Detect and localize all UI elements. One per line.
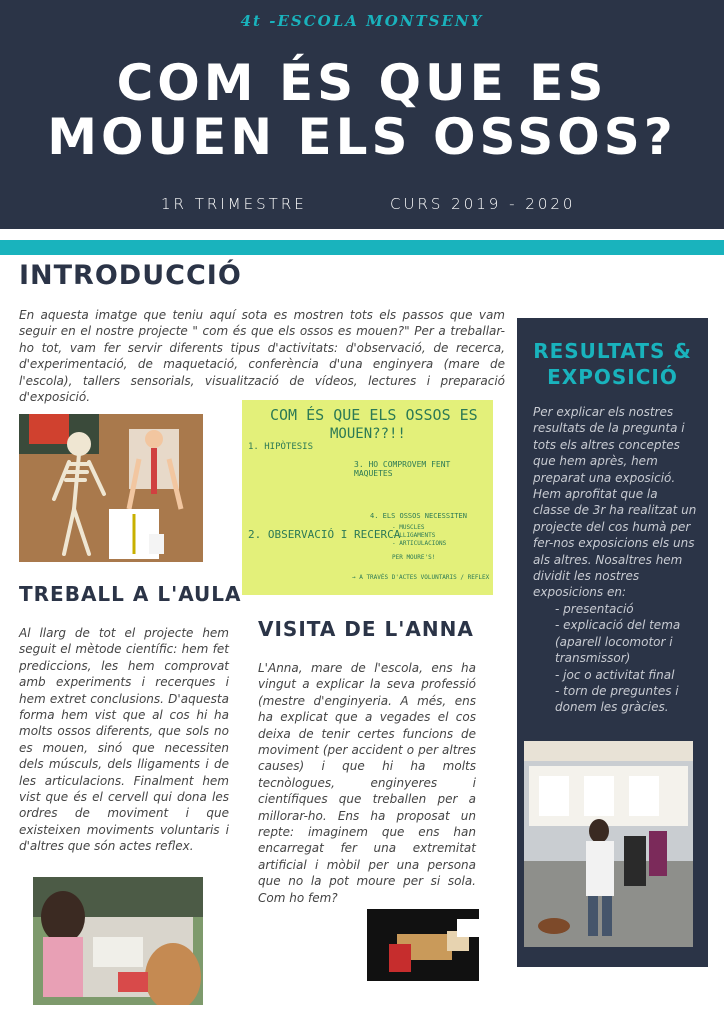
title-line-2: MOUEN ELS OSSOS? — [47, 108, 677, 166]
poster-sub-4d: PER MOURE'S! — [392, 554, 436, 561]
page-title — [0, 56, 724, 164]
sidebar-item-4: - torn de preguntes i donem les gràcies. — [555, 683, 679, 715]
poster-title-1: COM ÉS QUE ELS OSSOS ES — [270, 406, 478, 424]
poster-item-1: 1. HIPÒTESIS — [248, 442, 314, 452]
sidebar-text — [533, 404, 698, 716]
school-name: 4t -ESCOLA MONTSENY — [240, 12, 484, 30]
sidebar-title: RESULTATS & EXPOSICIÓ — [533, 339, 692, 389]
artificial-hand-photo — [367, 909, 479, 981]
divider-bar — [0, 240, 724, 255]
course-label: CURS 2019 - 2020 — [390, 195, 576, 213]
visita-heading: VISITA DE L'ANNA — [258, 617, 474, 641]
term-label: 1R TRIMESTRE — [161, 195, 307, 213]
results-sidebar — [517, 318, 708, 967]
classroom-activity-photo — [33, 877, 203, 1005]
intro-paragraph: En aquesta imatge que teniu aquí sota es mostren tots els passos que vam seguir en el nostre projecte " com és que els ossos es mouen?" Per a treballar-ho tot, vam fer servir diferents tipus d'activitats: d'observació, de recerca, d'experimentació, de maquetació, conferència d'una enginyera (mare de l'escola), tallers sensorials, visualització de vídeos, lectures i preparació d'exposició. — [19, 308, 505, 405]
poster-title-2: MOUEN??!! — [330, 426, 406, 442]
poster-foot: → A TRAVÉS D'ACTES VOLUNTARIS / REFLEX — [352, 574, 490, 581]
poster-item-2: 2. OBSERVACIÓ I RECERCA — [248, 528, 401, 541]
sidebar-item-3: - joc o activitat final — [555, 667, 675, 682]
sidebar-item-2: - explicació del tema (aparell locomotor i transmissor) — [555, 618, 681, 666]
title-line-1: COM ÉS QUE ES — [116, 54, 608, 112]
sidebar-item-1: - presentació — [555, 601, 634, 616]
poster-item-3: 3. HO COMPROVEM FENT MAQUETES — [354, 460, 451, 478]
visita-paragraph: L'Anna, mare de l'escola, ens ha vingut a explicar la seva professió (mestre d'enginyeria. A més, ens ha explicat que a vegades el cos deixa de tenir certes funcions de moviment (per accident o per altres causes) i que hi ha molts tecnòlogues, enginyeres i científiques que treballen per a millorar-ho. Ens ha proposat un repte: imaginem que ens han encarregat fer una extremitat artificial i mòbil per una persona que no la pot moure per si sola. Com ho fem? — [258, 661, 476, 905]
poster-item-4: 4. ELS OSSOS NECESSITEN — [370, 512, 467, 520]
exposition-photo — [524, 741, 693, 947]
project-steps-poster — [242, 400, 493, 595]
treball-heading: TREBALL A L'AULA — [19, 582, 242, 606]
skeleton-photo — [19, 414, 203, 562]
poster-sub-4a: - MUSCLES — [392, 524, 425, 531]
header-banner — [0, 0, 724, 229]
intro-heading: INTRODUCCIÓ — [19, 260, 242, 291]
treball-paragraph: Al llarg de tot el projecte hem seguit el mètode científic: hem fet prediccions, les hem comprovat amb experiments i recerques i hem extret conclusions. D'aquesta forma hem vist que al cos hi ha molts ossos diferents, que sols no es mouen, sinó que necessiten dels músculs, dels lligaments i de les articulacions. Finalment hem vist que és el cervell qui dona les ordres de moviment i que existeixen moviments voluntaris i d'altres que són actes reflex. — [19, 626, 229, 854]
poster-sub-4c: - ARTICULACIONS — [392, 540, 447, 547]
sidebar-intro: Per explicar els nostres resultats de la pregunta i tots els altres conceptes que hem après, hem preparat una exposició. Hem aprofitat que la classe de 3r ha realitzat un projecte del cos humà per fer-nos exposicions els uns als altres. Nosaltres hem dividit les nostres exposicions en: — [533, 405, 697, 600]
poster-sub-4b: - LLIGAMENTS — [392, 532, 436, 539]
